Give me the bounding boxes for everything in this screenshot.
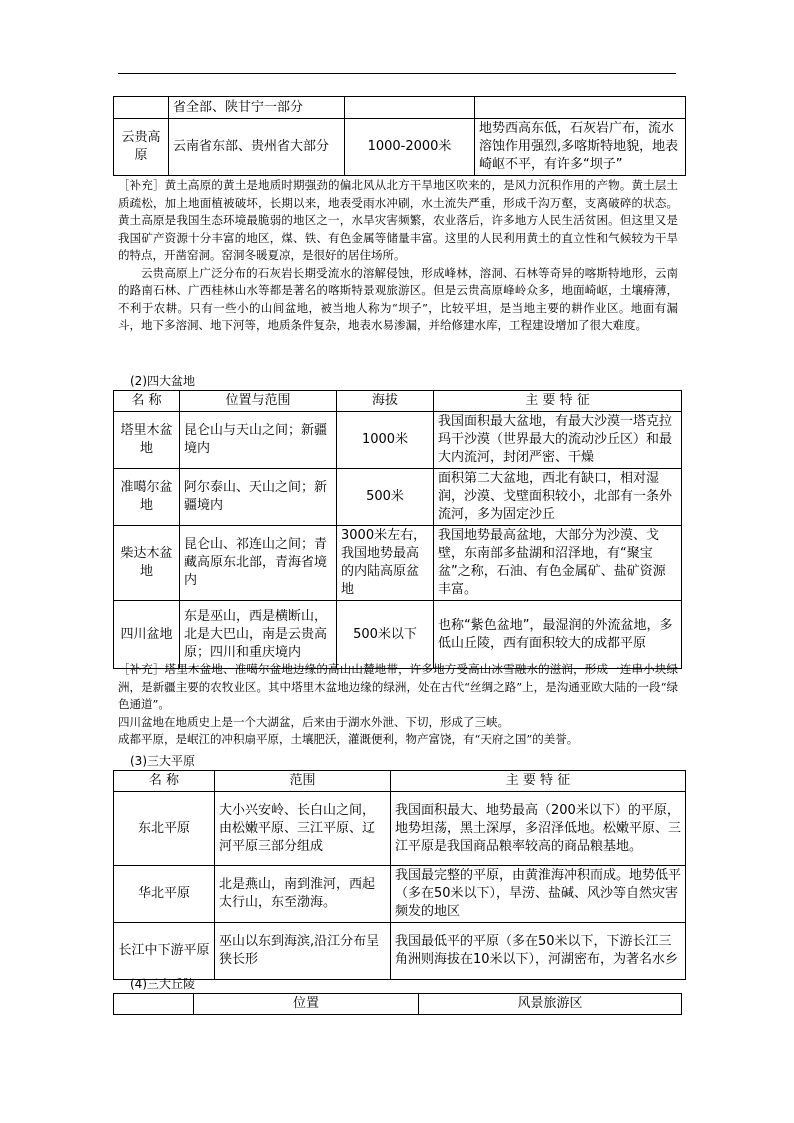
basin-range: 昆仑山与天山之间；新疆境内 xyxy=(180,412,337,469)
basin-altitude: 500米 xyxy=(337,469,434,526)
table-header: 名 称 xyxy=(114,391,180,412)
table-header: 主 要 特 征 xyxy=(391,771,686,792)
plain-name: 东北平原 xyxy=(114,792,215,866)
header-rule xyxy=(118,73,676,74)
table-row xyxy=(114,412,682,469)
note-paragraph: 成都平原，是岷江的冲积扇平原，土壤肥沃，灌溉便利，物产富饶，有“天府之国”的美誉。 xyxy=(118,732,579,746)
basin-altitude: 1000米 xyxy=(337,412,434,469)
basins-table xyxy=(113,390,682,669)
note-paragraph: ［补充］黄土高原的黄土是地质时期强劲的偏北风从北方干旱地区吹来的，是风力沉积作用的产物。黄土层土质疏松，加上地面植被破坏，长期以来，地表受雨水冲刷，水土流失严重，形成千沟万壑，支离破碎的状态。黄土高原是我国生态环境最脆弱的地区之一，水旱灾害频繁，农业落后，许多地方人民生活贫困。但这里又是我国矿产资源十分丰富的地区，煤、铁、有色金属等储量丰富。这里的人民利用黄土的直立性和气候较为干旱的特点，开凿窑洞。窑洞冬暖夏凉，是很好的居住场所。 xyxy=(118,178,678,262)
table-header: 风景旅游区 xyxy=(419,994,682,1015)
table-row xyxy=(114,866,686,923)
basin-range: 东是巫山，西是横断山，北是大巴山，南是云贵高原；四川和重庆境内 xyxy=(180,601,337,669)
table-header: 范围 xyxy=(215,771,391,792)
hills-table xyxy=(113,993,682,1015)
note-paragraph: 四川盆地在地质史上是一个大湖盆，后来由于湖水外泄、下切，形成了三峡。 xyxy=(118,714,509,729)
basin-features: 也称“紫色盆地”，最湿润的外流盆地，多低山丘陵，西有面积较大的成都平原 xyxy=(434,601,682,669)
table-row xyxy=(114,923,686,980)
table-header: 海拔 xyxy=(337,391,434,412)
plateau-name-cell: 云贵高原 xyxy=(114,119,169,176)
plateau-features-cell: 地势西高东低，石灰岩广布，流水溶蚀作用强烈,多喀斯特地貌，地表崎岖不平，有许多“坝子” xyxy=(475,119,686,176)
basin-features: 我国地势最高盆地，大部分为沙漠、戈壁，东南部多盐湖和沼泽地，有“聚宝盆”之称，石油、有色金属矿、盐矿资源丰富。 xyxy=(434,526,682,601)
basin-altitude: 500米以下 xyxy=(337,601,434,669)
section-title-plains: (3)三大平原 xyxy=(130,754,195,768)
plain-range: 巫山以东到海滨,沿江分布呈狭长形 xyxy=(215,923,391,980)
supplement-note-plateau xyxy=(118,177,678,335)
basin-name: 柴达木盆地 xyxy=(114,526,180,601)
table-header: 位置与范围 xyxy=(180,391,337,412)
plateau-altitude-cell: 1000-2000米 xyxy=(345,119,475,176)
table-row xyxy=(114,526,682,601)
section-title-basins: (2)四大盆地 xyxy=(130,374,195,388)
plateau-range-cell: 省全部、陕甘宁一部分 xyxy=(169,97,345,119)
plain-name: 华北平原 xyxy=(114,866,215,923)
note-paragraph: ［补充］塔里木盆地、准噶尔盆地边缘的高山山麓地带，许多地方受高山冰雪融水的滋润，形成一连串小块绿洲，是新疆主要的农牧业区。其中塔里木盆地边缘的绿洲，处在古代“丝绸之路”上，是沟通亚欧大陆的一段“绿色通道”。 xyxy=(118,662,678,711)
plain-features: 我国最完整的平原，由黄淮海冲积而成。地势低平（多在50米以下），旱涝、盐碱、风沙等自然灾害频发的地区 xyxy=(391,866,686,923)
table-header: 名 称 xyxy=(114,771,215,792)
basin-name: 四川盆地 xyxy=(114,601,180,669)
basin-features: 面积第二大盆地，西北有缺口，相对湿润，沙漠、戈壁面积较小，北部有一条外流河，多为固定沙丘 xyxy=(434,469,682,526)
table-row xyxy=(114,601,682,669)
note-paragraph: 云贵高原上广泛分布的石灰岩长期受流水的溶解侵蚀，形成峰林，溶洞、石林等奇异的喀斯特地形，云南的路南石林、广西桂林山水等都是著名的喀斯特景观旅游区。但是云贵高原峰岭众多，地面崎岖，土壤瘠薄，不利于农耕。只有一些小的山间盆地，被当地人称为“坝子”，比较平坦，是当地主要的耕作业区。地面有漏斗，地下多溶洞、地下河等，地质条件复杂，地表水易渗漏，并给修建水库，工程建设增加了很大难度。 xyxy=(118,265,678,332)
basin-features: 我国面积最大盆地，有最大沙漠一塔克拉玛干沙漠（世界最大的流动沙丘区）和最大内流河，封闭严密、干燥 xyxy=(434,412,682,469)
plain-name: 长江中下游平原 xyxy=(114,923,215,980)
table-header: 位置 xyxy=(194,994,419,1015)
plain-range: 北是燕山，南到淮河，西起太行山，东至渤海。 xyxy=(215,866,391,923)
plain-features: 我国最低平的平原（多在50米以下，下游长江三角洲则海拔在10米以下），河湖密布，为著名水乡 xyxy=(391,923,686,980)
basin-altitude: 3000米左右，我国地势最高的内陆高原盆地 xyxy=(337,526,434,601)
basin-name: 准噶尔盆地 xyxy=(114,469,180,526)
supplement-note-basins xyxy=(118,661,678,749)
basin-range: 阿尔泰山、天山之间；新疆境内 xyxy=(180,469,337,526)
table-header: 主 要 特 征 xyxy=(434,391,682,412)
plateau-table xyxy=(113,96,686,176)
basin-name: 塔里木盆地 xyxy=(114,412,180,469)
plain-range: 大小兴安岭、长白山之间，由松嫩平原、三江平原、辽河平原三部分组成 xyxy=(215,792,391,866)
plains-table xyxy=(113,770,686,980)
basin-range: 昆仑山、祁连山之间；青藏高原东北部，青海省境内 xyxy=(180,526,337,601)
plain-features: 我国面积最大、地势最高（200米以下）的平原，地势坦荡，黑土深厚，多沼泽低地。松嫩平原、三江平原是我国商品粮率较高的商品粮基地。 xyxy=(391,792,686,866)
table-row xyxy=(114,469,682,526)
section-title-hills: (4)三大丘陵 xyxy=(130,977,195,991)
table-row xyxy=(114,792,686,866)
plateau-range-cell: 云南省东部、贵州省大部分 xyxy=(169,119,345,176)
